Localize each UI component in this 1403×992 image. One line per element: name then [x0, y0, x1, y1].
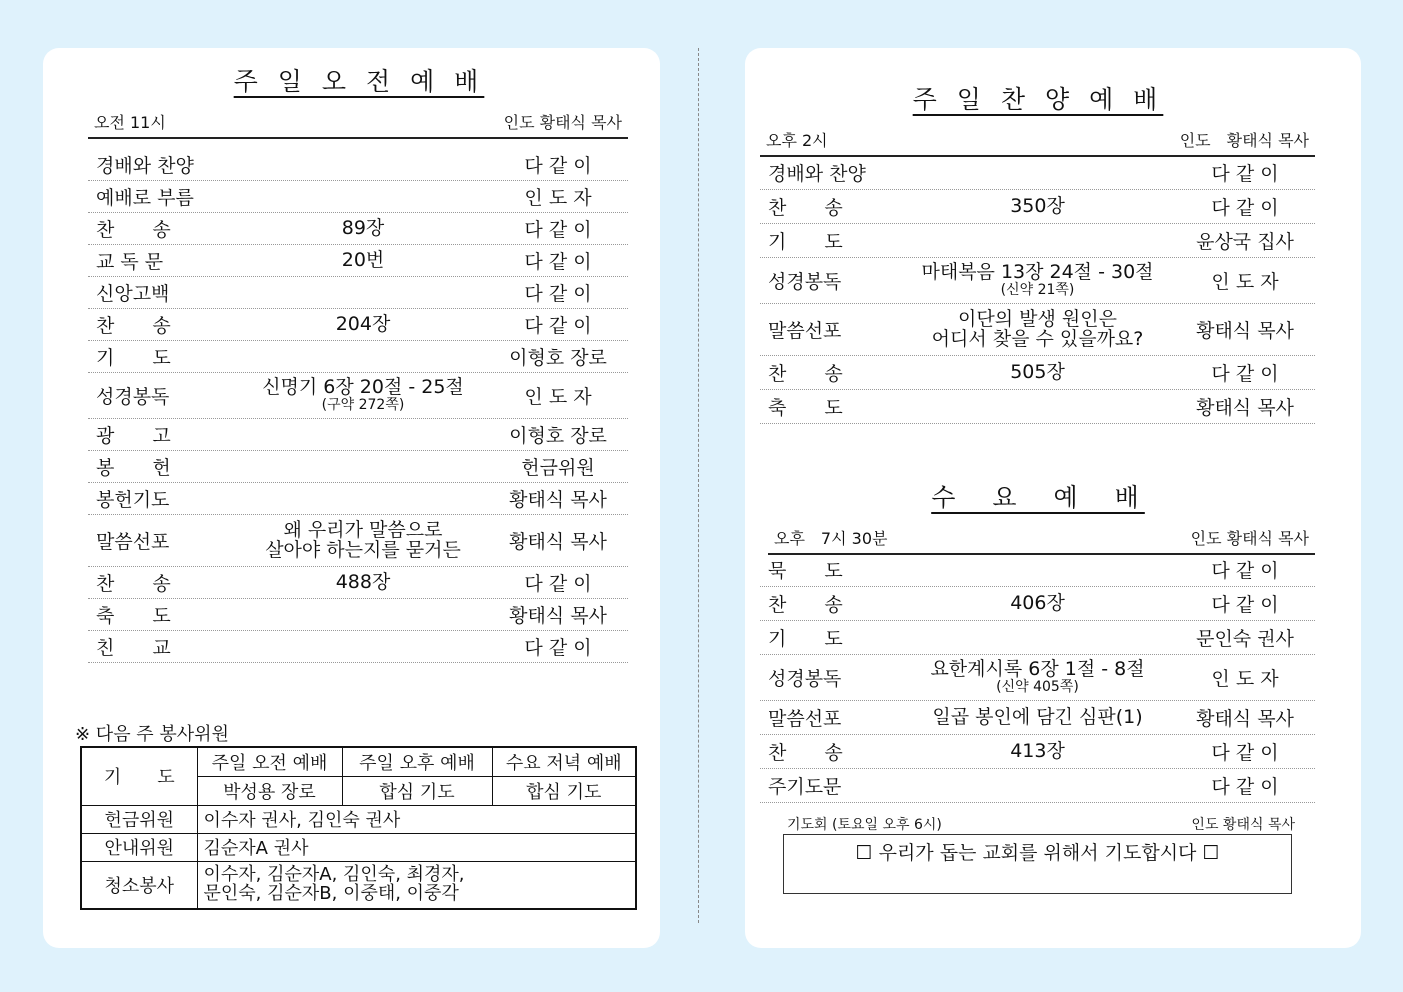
order-detail-main: 이단의 발생 원인은: [958, 307, 1117, 330]
order-row: [88, 419, 628, 451]
sunday-morning-leader: 인도 황태식 목사: [503, 113, 622, 132]
order-label: 말씀선포: [768, 708, 842, 730]
order-detail: [900, 591, 1175, 614]
sunday-morning-time: 오전 11시: [94, 113, 166, 132]
prayer-meeting-box: ☐ 우리가 돕는 교회를 위해서 기도합시다 ☐: [783, 834, 1292, 894]
order-label: 축 도: [96, 605, 171, 627]
order-detail: [900, 739, 1175, 762]
order-row: [760, 587, 1315, 621]
order-detail-sub: 어디서 찾을 수 있을까요?: [931, 327, 1144, 350]
order-person: 황태식 목사: [509, 489, 607, 511]
servers-usher-label: 안내위원: [81, 833, 197, 861]
order-label: 교 독 문: [96, 251, 164, 273]
order-row: [88, 213, 628, 245]
servers-prayer-2: 합심 기도: [342, 776, 492, 805]
order-row: [760, 356, 1315, 390]
order-row: [88, 373, 628, 419]
sunday-praise-order: [760, 156, 1315, 424]
order-label: 광 고: [96, 425, 171, 447]
order-row: [88, 245, 628, 277]
order-detail: [900, 660, 1175, 695]
order-person: 다 같 이: [1211, 163, 1279, 185]
order-row: [88, 341, 628, 373]
order-row: [760, 621, 1315, 655]
order-row: [760, 190, 1315, 224]
order-row: [88, 515, 628, 567]
order-detail: [238, 312, 488, 335]
servers-service-2: 주일 오후 예배: [342, 747, 492, 776]
order-person: 황태식 목사: [1196, 708, 1294, 730]
order-detail-main: 마태복음 13장 24절 - 30절: [921, 261, 1154, 284]
order-detail: [238, 378, 488, 413]
prayer-meeting-meta: [787, 814, 1295, 834]
order-person: 인 도 자: [1211, 668, 1279, 690]
order-detail: [900, 194, 1175, 217]
order-label: 주기도문: [768, 776, 842, 798]
order-person: 인 도 자: [524, 386, 592, 408]
order-row: [760, 735, 1315, 769]
order-detail-main: 왜 우리가 말씀으로: [283, 518, 443, 541]
order-label: 축 도: [768, 397, 843, 419]
order-label: 성경봉독: [768, 271, 842, 293]
order-person: 윤상국 집사: [1196, 231, 1294, 253]
order-label: 말씀선포: [768, 320, 842, 342]
order-person: 인 도 자: [1211, 271, 1279, 293]
order-detail-main: 일곱 봉인에 담긴 심판(1): [932, 705, 1143, 728]
order-label: 기 도: [96, 347, 171, 369]
order-detail-main: 413장: [1010, 739, 1065, 762]
wednesday-order: [760, 553, 1315, 803]
order-detail: [238, 248, 488, 271]
order-person: 인 도 자: [524, 187, 592, 209]
order-person: 다 같 이: [524, 251, 592, 273]
order-row: [88, 567, 628, 599]
servers-cleaning-people: [197, 861, 636, 909]
order-person: 다 같 이: [1211, 742, 1279, 764]
order-label: 성경봉독: [768, 668, 842, 690]
sunday-morning-meta: [88, 110, 628, 139]
servers-offering-people: 이수자 권사, 김인숙 권사: [197, 805, 636, 833]
next-week-servers-note: ※ 다음 주 봉사위원: [75, 724, 229, 745]
order-row: [88, 309, 628, 341]
order-label: 기 도: [768, 231, 843, 253]
servers-cleaning-line-1: 이수자, 김순자A, 김인숙, 최경자,: [203, 863, 465, 885]
order-person: 문인숙 권사: [1196, 628, 1294, 650]
order-label: 봉 헌: [96, 457, 171, 479]
order-row: [760, 655, 1315, 701]
order-detail-main: 505장: [1010, 360, 1065, 383]
order-row: [760, 156, 1315, 190]
order-person: 다 같 이: [1211, 594, 1279, 616]
order-label: 경배와 찬양: [96, 155, 194, 177]
order-row: [88, 451, 628, 483]
order-row: [88, 277, 628, 309]
sunday-praise-title: 주 일 찬 양 예 배: [912, 85, 1164, 114]
servers-offering-label: 헌금위원: [81, 805, 197, 833]
servers-prayer-1: 박성용 장로: [197, 776, 342, 805]
servers-service-1: 주일 오전 예배: [197, 747, 342, 776]
order-person: 다 같 이: [524, 219, 592, 241]
servers-cleaning-label: 청소봉사: [81, 861, 197, 909]
order-person: 다 같 이: [1211, 363, 1279, 385]
servers-service-3: 수요 저녁 예배: [492, 747, 636, 776]
servers-table: [80, 746, 637, 910]
order-person: 다 같 이: [1211, 776, 1279, 798]
order-detail: [900, 360, 1175, 383]
fold-line: [698, 48, 699, 923]
order-person: 황태식 목사: [509, 531, 607, 553]
order-label: 찬 송: [96, 573, 171, 595]
order-person: 다 같 이: [524, 637, 592, 659]
order-label: 찬 송: [96, 219, 171, 241]
order-detail: [900, 307, 1175, 350]
order-label: 친 교: [96, 637, 171, 659]
order-row: [760, 304, 1315, 356]
order-label: 신앙고백: [96, 283, 170, 305]
servers-prayer-3: 합심 기도: [492, 776, 636, 805]
sunday-praise-meta: [760, 128, 1315, 157]
order-person: 황태식 목사: [1196, 320, 1294, 342]
order-detail-main: 요한계시록 6장 1절 - 8절: [930, 658, 1145, 681]
order-detail-main: 406장: [1010, 591, 1065, 614]
order-person: 황태식 목사: [509, 605, 607, 627]
prayer-meeting-time: 기도회 (토요일 오후 6시): [787, 817, 942, 833]
order-label: 경배와 찬양: [768, 163, 866, 185]
prayer-meeting-leader: 인도 황태식 목사: [1191, 817, 1295, 833]
order-detail-main: 204장: [335, 312, 391, 335]
order-person: 이형호 장로: [509, 425, 607, 447]
wednesday-title: 수 요 예 배: [931, 483, 1145, 512]
order-detail-sub: (신약 21쪽): [1000, 282, 1075, 299]
wednesday-meta: [768, 526, 1315, 555]
sunday-praise-leader: 인도 황태식 목사: [1179, 131, 1309, 150]
order-label: 말씀선포: [96, 531, 170, 553]
servers-cleaning-line-2: 문인숙, 김순자B, 이중태, 이중각: [203, 882, 459, 904]
order-label: 묵 도: [768, 560, 843, 582]
order-row: [760, 258, 1315, 304]
sunday-morning-order: [88, 149, 628, 663]
order-detail-main: 20번: [341, 248, 385, 271]
order-person: 다 같 이: [524, 573, 592, 595]
order-row: [760, 224, 1315, 258]
order-row: [760, 390, 1315, 424]
order-detail-sub: 살아야 하는지를 묻거든: [265, 538, 461, 561]
order-row: [760, 553, 1315, 587]
order-detail: [238, 570, 488, 593]
order-label: 찬 송: [768, 594, 843, 616]
order-person: 헌금위원: [521, 457, 595, 479]
order-detail: [238, 518, 488, 561]
order-person: 이형호 장로: [509, 347, 607, 369]
servers-prayer-label: 기 도: [81, 747, 197, 805]
order-label: 봉헌기도: [96, 489, 170, 511]
order-row: [88, 149, 628, 181]
order-row: [88, 599, 628, 631]
order-label: 찬 송: [768, 742, 843, 764]
order-detail: [238, 216, 488, 239]
sunday-morning-title: 주 일 오 전 예 배: [233, 67, 485, 96]
order-label: 찬 송: [768, 363, 843, 385]
order-detail: [900, 705, 1175, 728]
order-row: [88, 483, 628, 515]
order-detail: [900, 263, 1175, 298]
order-row: [760, 701, 1315, 735]
wednesday-leader: 인도 황태식 목사: [1190, 529, 1309, 548]
servers-usher-people: 김순자A 권사: [197, 833, 636, 861]
order-detail-main: 89장: [341, 216, 385, 239]
order-detail-main: 350장: [1010, 194, 1065, 217]
order-label: 찬 송: [96, 315, 171, 337]
order-person: 다 같 이: [1211, 197, 1279, 219]
order-label: 기 도: [768, 628, 843, 650]
order-person: 다 같 이: [524, 155, 592, 177]
order-label: 예배로 부름: [96, 187, 194, 209]
order-detail-main: 신명기 6장 20절 - 25절: [262, 376, 464, 399]
order-label: 성경봉독: [96, 386, 170, 408]
sunday-praise-time: 오후 2시: [766, 131, 828, 150]
wednesday-time: 오후 7시 30분: [774, 529, 888, 548]
order-person: 다 같 이: [524, 315, 592, 337]
order-detail-sub: (신약 405쪽): [996, 679, 1079, 696]
order-person: 다 같 이: [524, 283, 592, 305]
order-row: [760, 769, 1315, 803]
order-row: [88, 181, 628, 213]
order-label: 찬 송: [768, 197, 843, 219]
order-person: 다 같 이: [1211, 560, 1279, 582]
order-row: [88, 631, 628, 663]
order-person: 황태식 목사: [1196, 397, 1294, 419]
order-detail-main: 488장: [335, 570, 391, 593]
order-detail-sub: (구약 272쪽): [321, 397, 405, 414]
